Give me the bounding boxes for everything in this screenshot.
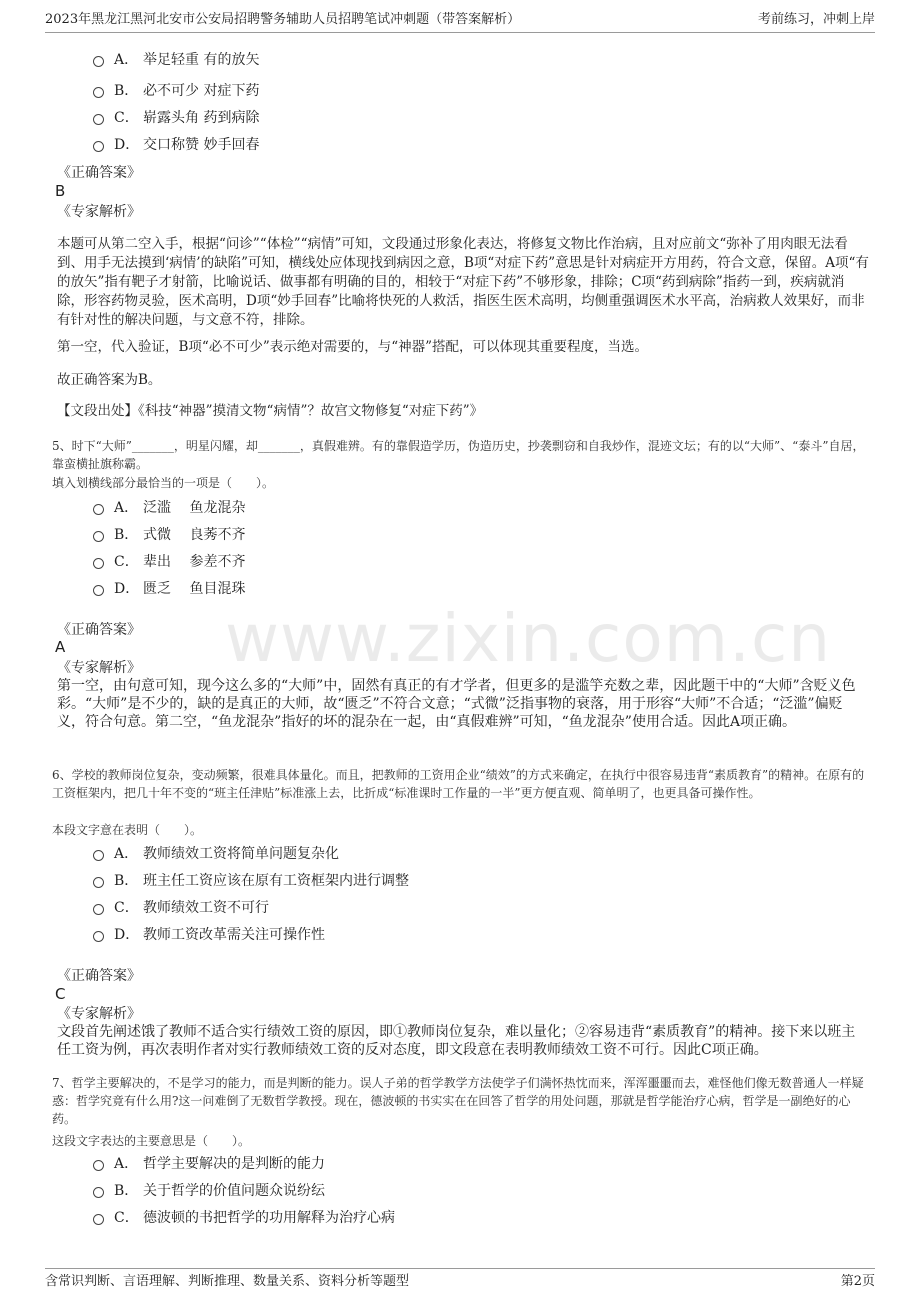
watermark: www.zixin.com.cn [225, 600, 832, 677]
q6-answer-label: 《正确答案》 [57, 968, 141, 984]
q6-prompt: 本段文字意在表明（ ）。 [52, 823, 203, 837]
q5-stem: 5、时下“大师”_______，明星闪耀，却_______，真假难辨。有的靠假造学历，伪造历史，抄袭剽窃和自我炒作，混迹文坛；有的以“大师”、“泰斗”自居，靠蛮横扯旗称霸。 [52, 439, 865, 471]
page-footer [45, 1268, 875, 1293]
radio-icon[interactable] [93, 585, 104, 596]
q4-answer: B [55, 182, 66, 200]
q4-answer-label: 《正确答案》 [57, 165, 141, 181]
radio-icon[interactable] [93, 1187, 104, 1198]
q5-analysis-label: 《专家解析》 [57, 660, 141, 676]
header-slogan: 考前练习，冲刺上岸 [757, 12, 875, 27]
footer-subjects: 含常识判断、言语理解、判断推理、数量关系、资料分析等题型 [45, 1274, 410, 1289]
q4-analysis-paragraph: 本题可从第二空入手，根据“问诊”“体检”“病情”可知，文段通过形象化表达，将修复文物比作治病，且对应前文“弥补了用肉眼无法看到、用手无法摸到‘病情’的缺陷”可知，横线处应体现找到病因之意，B项“对症下药”意思是针对病症开方用药，符合文意，保留。A项“有的放矢”指有靶子才射箭，比喻说话、做事都有明确的目的，相较于“对症下药”不够形象，排除；C项“药到病除”指药一到，疾病就消除，形容药物灵验，医术高明，D项“妙手回春”比喻将快死的人救活，指医生医术高明，均侧重强调医术水平高，治病救人效果好，而非有针对性的解决问题，与文意不符，排除。 [57, 236, 869, 328]
document-page: 2023年黑龙江黑河北安市公安局招聘警务辅助人员招聘笔试冲刺题（带答案解析） 考前练习，冲刺上岸 www.zixin.com.cn A． 举足轻重 有的放矢 B． 必不可少 对症下药 C． 崭露头角 药到病除 D． 交口称赞 妙手回春 《正确答案》 B 《专家解析》 本题可从第二空入手，根据“问诊”“体检”“病情”可知，文段通过形象化表达，将修复文物比作治病，且对应前文“弥补了用肉眼无法看到、用手无法摸到‘病情’的缺陷”可知，横线处应体现找到病因之意，B项“对症下药”意思是针对病症开方用药，符合文意，保留。A项“有的放矢”指有靶子才射箭，比喻说话、做事都有明确的目的，相较于“对症下药”不够形象，排除；C项“药到病除”指药一到，疾病就消除，形容药物灵验，医术高明，D项“妙手回春”比喻将快死的人救活，指医生医术高明，均侧重强调医术水平高，治病救人效果好，而非有针对性的解决问题，与文意不符，排除。 第一空，代入验证，B项“必不可少”表示绝对需要的，与“神器”搭配，可以体现其重要程度，当选。 故正确答案为B。 【文段出处】《科技“神器”摸清文物“病情”？故宫文物修复“对症下药”》 5、时下“大师”_______，明星闪耀，却_______，真假难辨。有的靠假造学历，伪造历史，抄袭剽窃和自我炒作，混迹文坛；有的以“大师”、“泰斗”自居，靠蛮横扯旗称霸。 填入划横线部分最恰当的一项是（ ）。 A． 泛滥 鱼龙混杂 B． 式微 良莠不齐 C． 辈出 参差不齐 D． 匮乏 鱼目混珠 《正确答案》 A 《专家解析》 第一空，由句意可知，现今这么多的“大师”中，固然有真正的有才学者，但更多的是滥竽充数之辈，因此题干中的“大师”含贬义色彩。“大师”是不少的，缺的是真正的大师，故“匮乏”不符合文意；“式微”泛指事物的衰落，用于形容“大师”不合适；“泛滥”偏贬义，符合句意。第二空，“鱼龙混杂”指好的坏的混杂在一起，由“真假难辨”可知，“鱼龙混杂”使用合适。因此A项正确。 6、学校的教师岗位复杂，变动频繁，很难具体量化。而且，把教师的工资用企业“绩效”的方式来确定，在执行中很容易违背“素质教育”的精神。在原有的工资框架内，把几十年不变的“班主任津贴”标准涨上去，比折成“标准课时工作量的一半”更方便直观、简单明了，也更具备可操作性。 本段文字意在表明（ ）。 A． 教师绩效工资将简单问题复杂化 B． 班主任工资应该在原有工资框架内进行调整 C． 教师绩效工资不可行 D． 教师工资改革需关注可操作性 《正确答案》 C 《专家解析》 文段首先阐述饿了教师不适合实行绩效工资的原因，即①教师岗位复杂，难以量化；②容易违背“素质教育”的精神。接下来以班主任工资为例，再次表明作者对实行教师绩效工资的反对态度，即文段意在表明教师绩效工资不可行。因此C项正确。 7、哲学主要解决的，不是学习的能力，而是判断的能力。误人子弟的哲学教学方法使学子们满怀热忱而来，浑浑噩噩而去，难怪他们像无数普通人一样疑惑：哲学究竟有什么用?这一问难倒了无数哲学教授。现在，德波顿的书实实在在回答了哲学的用处问题，那就是哲学能治疗心病，哲学是一副绝好的心药。 这段文字表达的主要意思是（ ）。 A． 哲学主要解决的是判断的能力 B． 关于哲学的价值问题众说纷纭 C． 德波顿的书把哲学的功用解释为治疗心病 含常识判断、言语理解、判断推理、数量关系、资料分析等题型 第2页 [0, 0, 920, 1302]
q5-analysis: 第一空，由句意可知，现今这么多的“大师”中，固然有真正的有才学者，但更多的是滥竽充数之辈，因此题干中的“大师”含贬义色彩。“大师”是不少的，缺的是真正的大师，故“匮乏”不符合文意；“式微”泛指事物的衰落，用于形容“大师”不合适；“泛滥”偏贬义，符合句意。第二空，“鱼龙混杂”指好的坏的混杂在一起，由“真假难辨”可知，“鱼龙混杂”使用合适。因此A项正确。 [57, 678, 856, 730]
radio-icon[interactable] [93, 558, 104, 569]
q4-source: 【文段出处】《科技“神器”摸清文物“病情”？故宫文物修复“对症下药”》 [57, 403, 484, 419]
q6-answer: C [55, 985, 66, 1003]
radio-icon[interactable] [93, 904, 104, 915]
radio-icon[interactable] [93, 1160, 104, 1171]
q7-stem: 7、哲学主要解决的，不是学习的能力，而是判断的能力。误人子弟的哲学教学方法使学子们满怀热忱而来，浑浑噩噩而去，难怪他们像无数普通人一样疑惑：哲学究竟有什么用?这一问难倒了无数哲学教授。现在，德波顿的书实实在在回答了哲学的用处问题，那就是哲学能治疗心病，哲学是一副绝好的心药。 [52, 1076, 864, 1126]
radio-icon[interactable] [93, 56, 104, 67]
q5-answer: A [55, 638, 66, 656]
q7-prompt: 这段文字表达的主要意思是（ ）。 [52, 1134, 251, 1148]
radio-icon[interactable] [93, 87, 104, 98]
radio-icon[interactable] [93, 931, 104, 942]
q5-prompt: 填入划横线部分最恰当的一项是（ ）。 [52, 476, 275, 490]
radio-icon[interactable] [93, 850, 104, 861]
q6-analysis-label: 《专家解析》 [57, 1006, 141, 1022]
radio-icon[interactable] [93, 1214, 104, 1225]
q6-analysis: 文段首先阐述饿了教师不适合实行绩效工资的原因，即①教师岗位复杂，难以量化；②容易违背“素质教育”的精神。接下来以班主任工资为例，再次表明作者对实行教师绩效工资的反对态度，即文段意在表明教师绩效工资不可行。因此C项正确。 [57, 1024, 856, 1058]
q4-analysis-paragraph: 第一空，代入验证，B项“必不可少”表示绝对需要的，与“神器”搭配，可以体现其重要程度，当选。 [57, 339, 649, 355]
radio-icon[interactable] [93, 504, 104, 515]
radio-icon[interactable] [93, 531, 104, 542]
radio-icon[interactable] [93, 114, 104, 125]
radio-icon[interactable] [93, 877, 104, 888]
page-header [45, 10, 875, 33]
document-title: 2023年黑龙江黑河北安市公安局招聘警务辅助人员招聘笔试冲刺题（带答案解析） [45, 12, 521, 27]
radio-icon[interactable] [93, 141, 104, 152]
q6-stem: 6、学校的教师岗位复杂，变动频繁，很难具体量化。而且，把教师的工资用企业“绩效”的方式来确定，在执行中很容易违背“素质教育”的精神。在原有的工资框架内，把几十年不变的“班主任津贴”标准涨上去，比折成“标准课时工作量的一半”更方便直观、简单明了，也更具备可操作性。 [52, 768, 865, 800]
page-number: 第2页 [840, 1274, 875, 1289]
q4-conclusion: 故正确答案为B。 [57, 372, 162, 388]
q5-answer-label: 《正确答案》 [57, 622, 141, 638]
q4-analysis-label: 《专家解析》 [57, 204, 141, 220]
